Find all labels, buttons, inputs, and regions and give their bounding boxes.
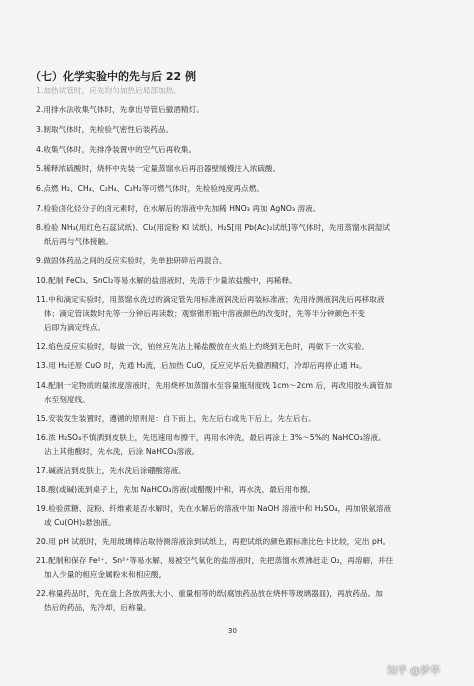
- watermark: 知乎 @梦华: [387, 666, 441, 677]
- list-item-11-cont-b: 后即为滴定终点。: [44, 323, 106, 332]
- list-item-13: 13.用 H₂还原 CuO 时，先通 H₂流，后加热 CuO，反应完毕后先撤酒精灯，冷却后再停止通 H₂。: [36, 361, 367, 370]
- list-item-14: 14.配制一定物质的量浓度溶液时，先用烧杯加蒸馏水至容量瓶刻度线 1cm～2cm 后，再改用胶头滴管加: [36, 381, 393, 390]
- list-item-7: 7.检验卤化烃分子的卤元素时，在水解后的溶液中先加稀 HNO₃ 再加 AgNO₃ 溶液。: [36, 204, 321, 213]
- list-item-11-cont-a: 体；滴定管读数时先等一分钟后再读数；观察锥形瓶中溶液颜色的改变时，先等半分钟颜色不变: [44, 309, 366, 318]
- page-number: 30: [228, 627, 237, 635]
- list-item-8: 8.检验 NH₃(用红色石蕊试纸)、Cl₂(用淀粉 KI 试纸)、H₂S[用 Pb(Ac)₂试纸]等气体时，先用蒸馏水润湿试: [36, 223, 391, 232]
- list-item-6: 6.点燃 H₂、CH₄、C₂H₄、C₂H₂等可燃气体时，先检验纯度再点燃。: [36, 184, 264, 193]
- list-item-11: 11.中和滴定实验时，用蒸馏水洗过的滴定管先用标准液润洗后再装标准液；先用待测液润洗后再移取液: [36, 295, 385, 304]
- list-item-21: 21.配制和保存 Fe²⁺、Sn²⁺等易水解、易被空气氧化的盐溶液时，先把蒸馏水煮沸赶走 O₂，再溶解，并往: [36, 556, 394, 565]
- list-item-3: 3.制取气体时，先检验气密性后装药品。: [36, 125, 174, 134]
- list-item-18: 18.酸(或碱)流到桌子上，先加 NaHCO₃溶液(或醋酸)中和，再水洗，最后用布擦。: [36, 485, 316, 494]
- list-item-12: 12.焰色反应实验时，每做一次，铂丝应先沾上稀盐酸放在火焰上灼烧到无色时，再做下一次实验。: [36, 342, 370, 351]
- list-item-19-cont: 或 Cu(OH)₂悬浊液。: [44, 518, 116, 527]
- list-item-22-cont: 热后的药品，先冷却，后称量。: [44, 603, 152, 612]
- list-item-14-cont: 水至刻度线。: [44, 395, 90, 404]
- list-item-5: 5.稀释浓硫酸时，烧杯中先装一定量蒸馏水后再沿器壁缓慢注入浓硫酸。: [36, 164, 281, 173]
- list-item-16: 16.浓 H₂SO₄不慎洒到皮肤上，先迅速用布擦干，再用水冲洗，最后再涂上 3%～5%的 NaHCO₃溶液。: [36, 433, 386, 442]
- list-item-10: 10.配制 FeCl₃、SnCl₂等易水解的盐溶液时，先溶于少量浓盐酸中，再稀释。: [36, 276, 297, 285]
- list-item-21-cont: 加入少量的相应金属粉末和相应酸。: [44, 570, 167, 579]
- list-item-8-cont: 纸后再与气体接触。: [44, 237, 113, 246]
- list-item-22: 22.称量药品时，先在盘上各放两张大小、重量相等的纸(腐蚀药品放在烧杯等玻璃器皿)，再放药品。加: [36, 589, 383, 598]
- list-item-16-cont: 沾上其他酸时，先水洗，后涂 NaHCO₃溶液。: [44, 447, 200, 456]
- section-heading: （七）化学实验中的先与后 22 例: [30, 70, 196, 83]
- list-item-9: 9.做固体药品之间的反应实验时，先单独研碎后再混合。: [36, 256, 227, 265]
- list-item-1: 1.加热试管时，应先均匀加热后局部加热。: [36, 86, 181, 95]
- list-item-19: 19.检验蔗糖、淀粉、纤维素是否水解时，先在水解后的溶液中加 NaOH 溶液中和 H₂SO₄，再加银氨溶液: [36, 504, 392, 513]
- list-item-17: 17.碱液沾到皮肤上，先水洗后涂硼酸溶液。: [36, 466, 186, 475]
- list-item-20: 20.用 pH 试纸时，先用玻璃棒沾取待测溶液涂到试纸上，再把试纸的颜色跟标准比色卡比较，定出 pH。: [36, 537, 391, 546]
- list-item-2: 2.用排水法收集气体时，先拿出导管后撤酒精灯。: [36, 105, 204, 114]
- list-item-4: 4.收集气体时，先排净装置中的空气后再收集。: [36, 145, 197, 154]
- list-item-15: 15.安装发生装置时，遵循的原则是：自下而上，先左后右或先下后上，先左后右。: [36, 414, 316, 423]
